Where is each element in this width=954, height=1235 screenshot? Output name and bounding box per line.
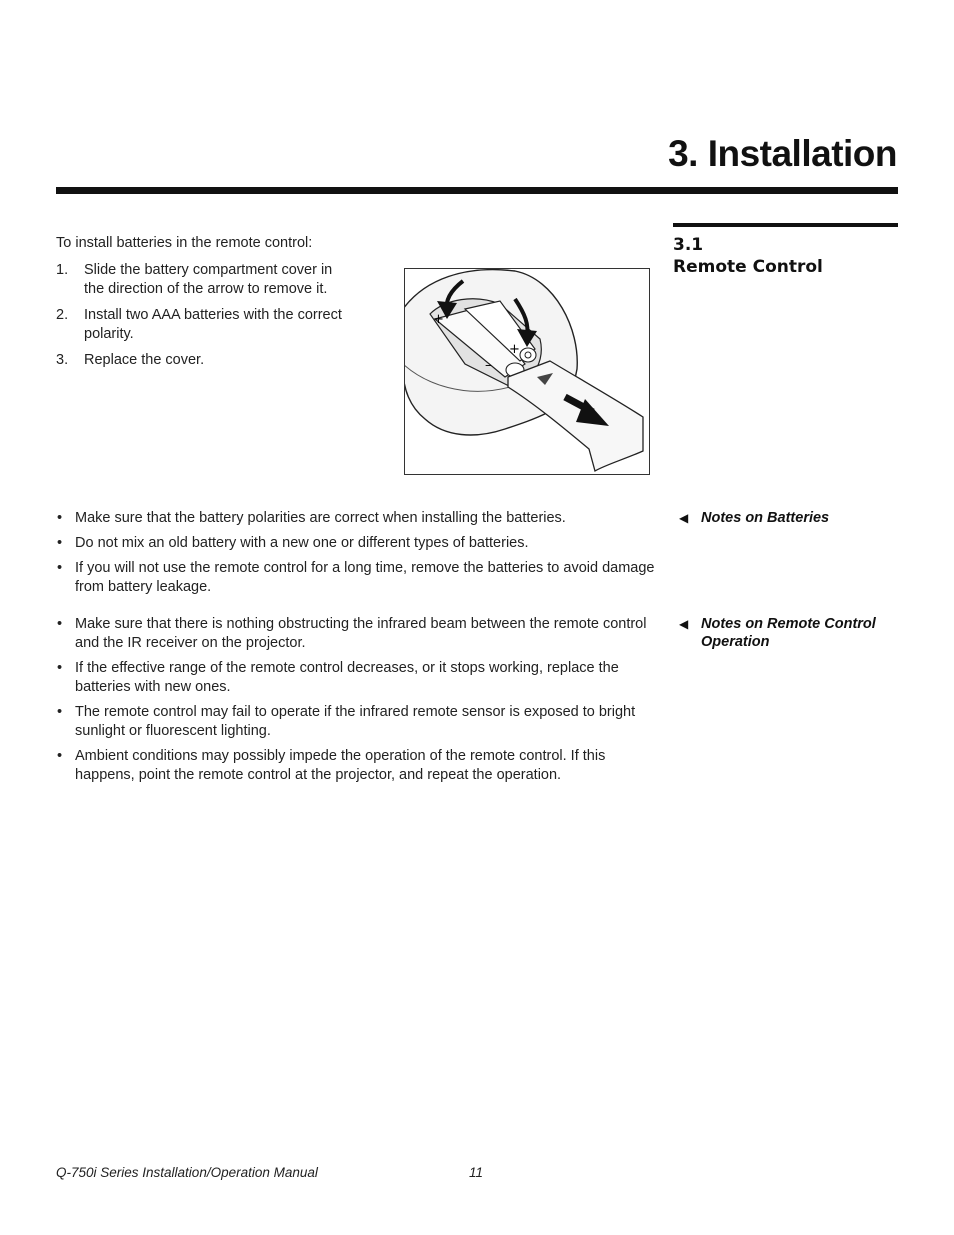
bullet: • <box>57 535 63 551</box>
list-item <box>56 659 656 697</box>
notes-on-remote-heading <box>679 615 899 651</box>
bullet: • <box>57 748 63 764</box>
note-text: If you will not use the remote control for a long time, remove the batteries to avoid damage from battery leakage. <box>75 560 655 595</box>
battery-install-figure <box>404 268 650 475</box>
bullet: • <box>57 616 63 632</box>
list-item <box>56 747 656 785</box>
chapter-title: 3. Installation <box>668 133 897 174</box>
note-text: Make sure that the battery polarities are correct when installing the batteries. <box>75 510 566 526</box>
notes-on-batteries-heading <box>679 509 899 527</box>
step-text: Install two AAA batteries with the correct polarity. <box>84 307 342 342</box>
battery-notes-list <box>56 509 656 603</box>
remote-notes-list <box>56 615 656 791</box>
bullet: • <box>57 560 63 576</box>
side-heading-label: Notes on Batteries <box>701 510 830 526</box>
step-number: 3. <box>56 352 69 368</box>
intro-text: To install batteries in the remote control: <box>56 235 313 251</box>
arrow-left-icon: ◀ <box>679 617 689 631</box>
remote-control-illustration <box>405 269 649 474</box>
arrow-left-icon: ◀ <box>679 511 689 525</box>
step-text: Replace the cover. <box>84 352 205 368</box>
list-item <box>56 534 656 553</box>
footer-manual-title: Q-750i Series Installation/Operation Manual <box>56 1165 318 1180</box>
polarity-plus-mark: + <box>433 312 444 327</box>
step-item <box>56 351 356 370</box>
step-text: Slide the battery compartment cover in the direction of the arrow to remove it. <box>84 262 333 297</box>
section-title: Remote Control <box>673 257 823 277</box>
list-item <box>56 703 656 741</box>
list-item <box>56 509 656 528</box>
polarity-minus-mark: – <box>485 358 492 373</box>
side-heading-label: Notes on Remote Control Operation <box>701 616 876 650</box>
step-number: 2. <box>56 307 69 323</box>
section-rule <box>673 223 898 227</box>
step-number: 1. <box>56 262 69 278</box>
list-item <box>56 615 656 653</box>
bullet: • <box>57 704 63 720</box>
step-item <box>56 261 356 299</box>
step-item <box>56 306 356 344</box>
bullet: • <box>57 660 63 676</box>
battery-install-steps <box>56 261 356 377</box>
note-text: Do not mix an old battery with a new one or different types of batteries. <box>75 535 529 551</box>
bullet: • <box>57 510 63 526</box>
note-text: Ambient conditions may possibly impede the operation of the remote control. If this happens, point the remote control at the projector, and repeat the operation. <box>75 748 606 783</box>
note-text: If the effective range of the remote control decreases, or it stops working, replace the batteries with new ones. <box>75 660 619 695</box>
section-number: 3.1 <box>673 235 704 255</box>
polarity-plus-mark: + <box>509 342 520 357</box>
note-text: Make sure that there is nothing obstructing the infrared beam between the remote control and the IR receiver on the projector. <box>75 616 647 651</box>
list-item <box>56 559 656 597</box>
chapter-rule <box>56 187 898 194</box>
note-text: The remote control may fail to operate if the infrared remote sensor is exposed to bright sunlight or fluorescent lighting. <box>75 704 636 739</box>
footer-page-number: 11 <box>469 1165 484 1180</box>
